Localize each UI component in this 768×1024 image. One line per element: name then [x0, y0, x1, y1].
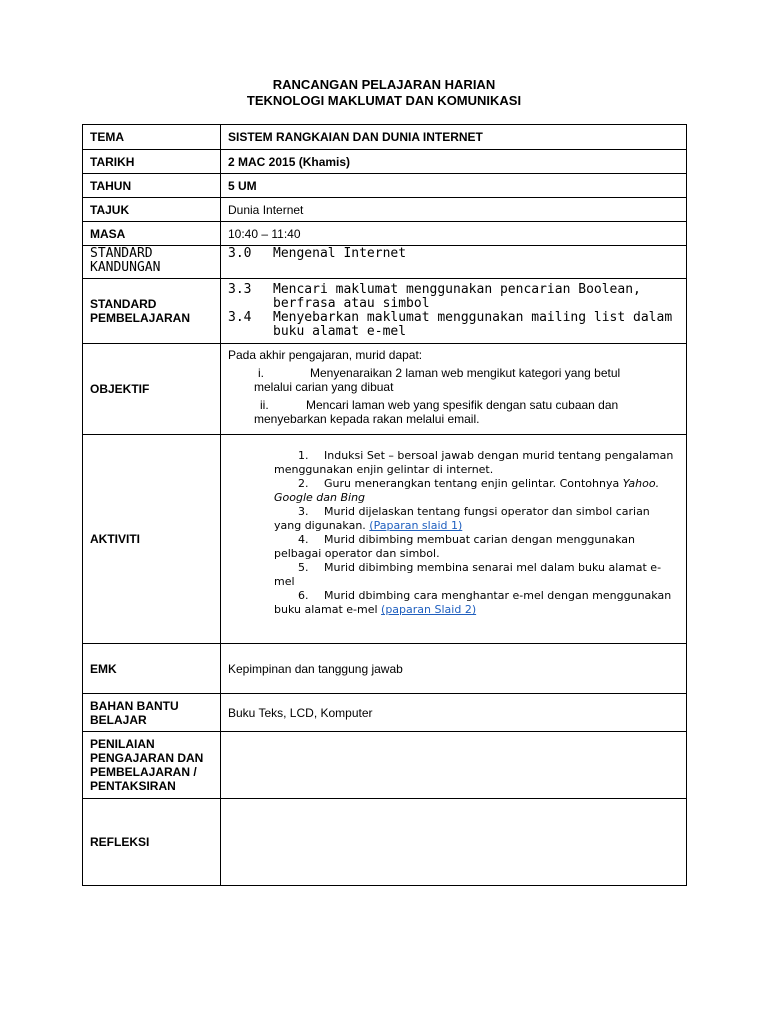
value-objektif — [221, 344, 687, 435]
label-penilaian — [83, 732, 221, 799]
value-bahan-bantu: Buku Teks, LCD, Komputer — [221, 694, 687, 732]
aktiviti-item — [274, 505, 680, 533]
value-tahun: 5 UM — [221, 174, 687, 198]
aktiviti-item — [274, 533, 680, 561]
value-emk: Kepimpinan dan tanggung jawab — [221, 644, 687, 694]
aktiviti-item — [274, 589, 680, 617]
aktiviti-item-number: 2. — [298, 477, 309, 490]
aktiviti-item — [274, 449, 680, 477]
row-tahun — [83, 174, 687, 198]
sp-item — [228, 283, 680, 311]
objektif-intro: Pada akhir pengajaran, murid dapat: — [228, 348, 423, 362]
title-line-1: RANCANGAN PELAJARAN HARIAN — [272, 77, 496, 92]
label-penilaian-line2: PENGAJARAN DAN — [90, 751, 204, 765]
value-standard-kandungan — [221, 246, 687, 279]
aktiviti-list — [228, 449, 680, 617]
aktiviti-item-number: 5. — [298, 561, 309, 574]
value-tema: SISTEM RANGKAIAN DAN DUNIA INTERNET — [221, 125, 687, 150]
row-penilaian — [83, 732, 687, 799]
row-aktiviti — [83, 435, 687, 644]
label-emk: EMK — [83, 644, 221, 694]
label-masa: MASA — [83, 222, 221, 246]
objektif-item-number: i. — [258, 366, 264, 380]
sk-text: Mengenal Internet — [273, 246, 407, 261]
value-masa: 10:40 – 11:40 — [221, 222, 687, 246]
row-standard-pembelajaran — [83, 279, 687, 344]
label-tarikh: TARIKH — [83, 150, 221, 174]
sp-item-number: 3.4 — [228, 310, 252, 325]
row-emk — [83, 644, 687, 694]
value-penilaian — [221, 732, 687, 799]
row-refleksi — [83, 799, 687, 886]
slide-1-link[interactable]: (Paparan slaid 1) — [369, 519, 463, 532]
label-aktiviti: AKTIVITI — [83, 435, 221, 644]
objektif-item-line2: menyebarkan kepada rakan melalui email. — [254, 412, 480, 426]
sp-item — [228, 311, 680, 339]
aktiviti-item — [274, 561, 680, 589]
slide-2-link[interactable]: (paparan Slaid 2) — [381, 603, 477, 616]
row-tarikh — [83, 150, 687, 174]
aktiviti-item-text: Murid dijelaskan tentang fungsi operator dan simbol carian yang digunakan. — [274, 505, 650, 532]
label-objektif: OBJEKTIF — [83, 344, 221, 435]
title-line-2: TEKNOLOGI MAKLUMAT DAN KOMUNIKASI — [246, 93, 522, 108]
objektif-item — [228, 398, 680, 426]
aktiviti-item-number: 6. — [298, 589, 309, 602]
aktiviti-item-text: Murid dbimbing cara menghantar e-mel dengan menggunakan buku alamat e-mel — [274, 589, 672, 616]
aktiviti-item — [274, 477, 680, 505]
value-tarikh: 2 MAC 2015 (Khamis) — [221, 150, 687, 174]
aktiviti-item-text: Murid dibimbing membina senarai mel dalam buku alamat e-mel — [274, 561, 662, 588]
sk-number: 3.0 — [228, 246, 252, 261]
aktiviti-item-text: Guru menerangkan tentang enjin gelintar. Contohnya — [324, 477, 623, 490]
label-bahan-line2: BELAJAR — [90, 712, 147, 727]
value-refleksi — [221, 799, 687, 886]
aktiviti-item-italic: Yahoo. Google dan Bing — [274, 477, 660, 504]
row-standard-kandungan — [83, 246, 687, 279]
objektif-item-line1: Mencari laman web yang spesifik dengan satu cubaan dan — [306, 398, 619, 412]
sp-item-number: 3.3 — [228, 282, 252, 297]
label-sk-line1: STANDARD — [90, 246, 153, 261]
label-tahun: TAHUN — [83, 174, 221, 198]
label-tema: TEMA — [83, 125, 221, 150]
row-objektif — [83, 344, 687, 435]
sp-item-text: Menyebarkan maklumat menggunakan mailing list dalam buku alamat e-mel — [273, 310, 673, 339]
label-penilaian-line4: PENTAKSIRAN — [90, 779, 176, 793]
objektif-item-line1: Menyenaraikan 2 laman web mengikut kategori yang betul — [310, 366, 621, 380]
label-bahan-line1: BAHAN BANTU — [90, 698, 179, 713]
objektif-item-line2: melalui carian yang dibuat — [254, 380, 394, 394]
value-aktiviti — [221, 435, 687, 644]
objektif-item-number: ii. — [260, 398, 269, 412]
label-standard-kandungan — [83, 246, 221, 279]
label-refleksi: REFLEKSI — [83, 799, 221, 886]
label-sp-line2: PEMBELAJARAN — [90, 311, 191, 325]
label-bahan-bantu — [83, 694, 221, 732]
label-standard-pembelajaran — [83, 279, 221, 344]
aktiviti-item-number: 3. — [298, 505, 309, 518]
aktiviti-item-number: 4. — [298, 533, 309, 546]
aktiviti-item-text: Induksi Set – bersoal jawab dengan murid tentang pengalaman menggunakan enjin gelintar di internet. — [274, 449, 674, 476]
row-tema — [83, 125, 687, 150]
value-tajuk: Dunia Internet — [221, 198, 687, 222]
objektif-item — [228, 366, 680, 394]
aktiviti-item-number: 1. — [298, 449, 309, 462]
row-bahan-bantu — [83, 694, 687, 732]
label-penilaian-line3: PEMBELAJARAN / — [90, 765, 197, 779]
label-sk-line2: KANDUNGAN — [90, 260, 161, 275]
lesson-plan-table — [82, 124, 687, 886]
label-sp-line1: STANDARD — [90, 297, 157, 311]
label-tajuk: TAJUK — [83, 198, 221, 222]
label-penilaian-line1: PENILAIAN — [90, 737, 155, 751]
row-tajuk — [83, 198, 687, 222]
aktiviti-item-text: Murid dibimbing membuat carian dengan menggunakan pelbagai operator dan simbol. — [274, 533, 635, 560]
value-standard-pembelajaran — [221, 279, 687, 344]
row-masa — [83, 222, 687, 246]
sp-item-text: Mencari maklumat menggunakan pencarian Boolean, berfrasa atau simbol — [273, 282, 641, 311]
document-title — [0, 77, 768, 109]
